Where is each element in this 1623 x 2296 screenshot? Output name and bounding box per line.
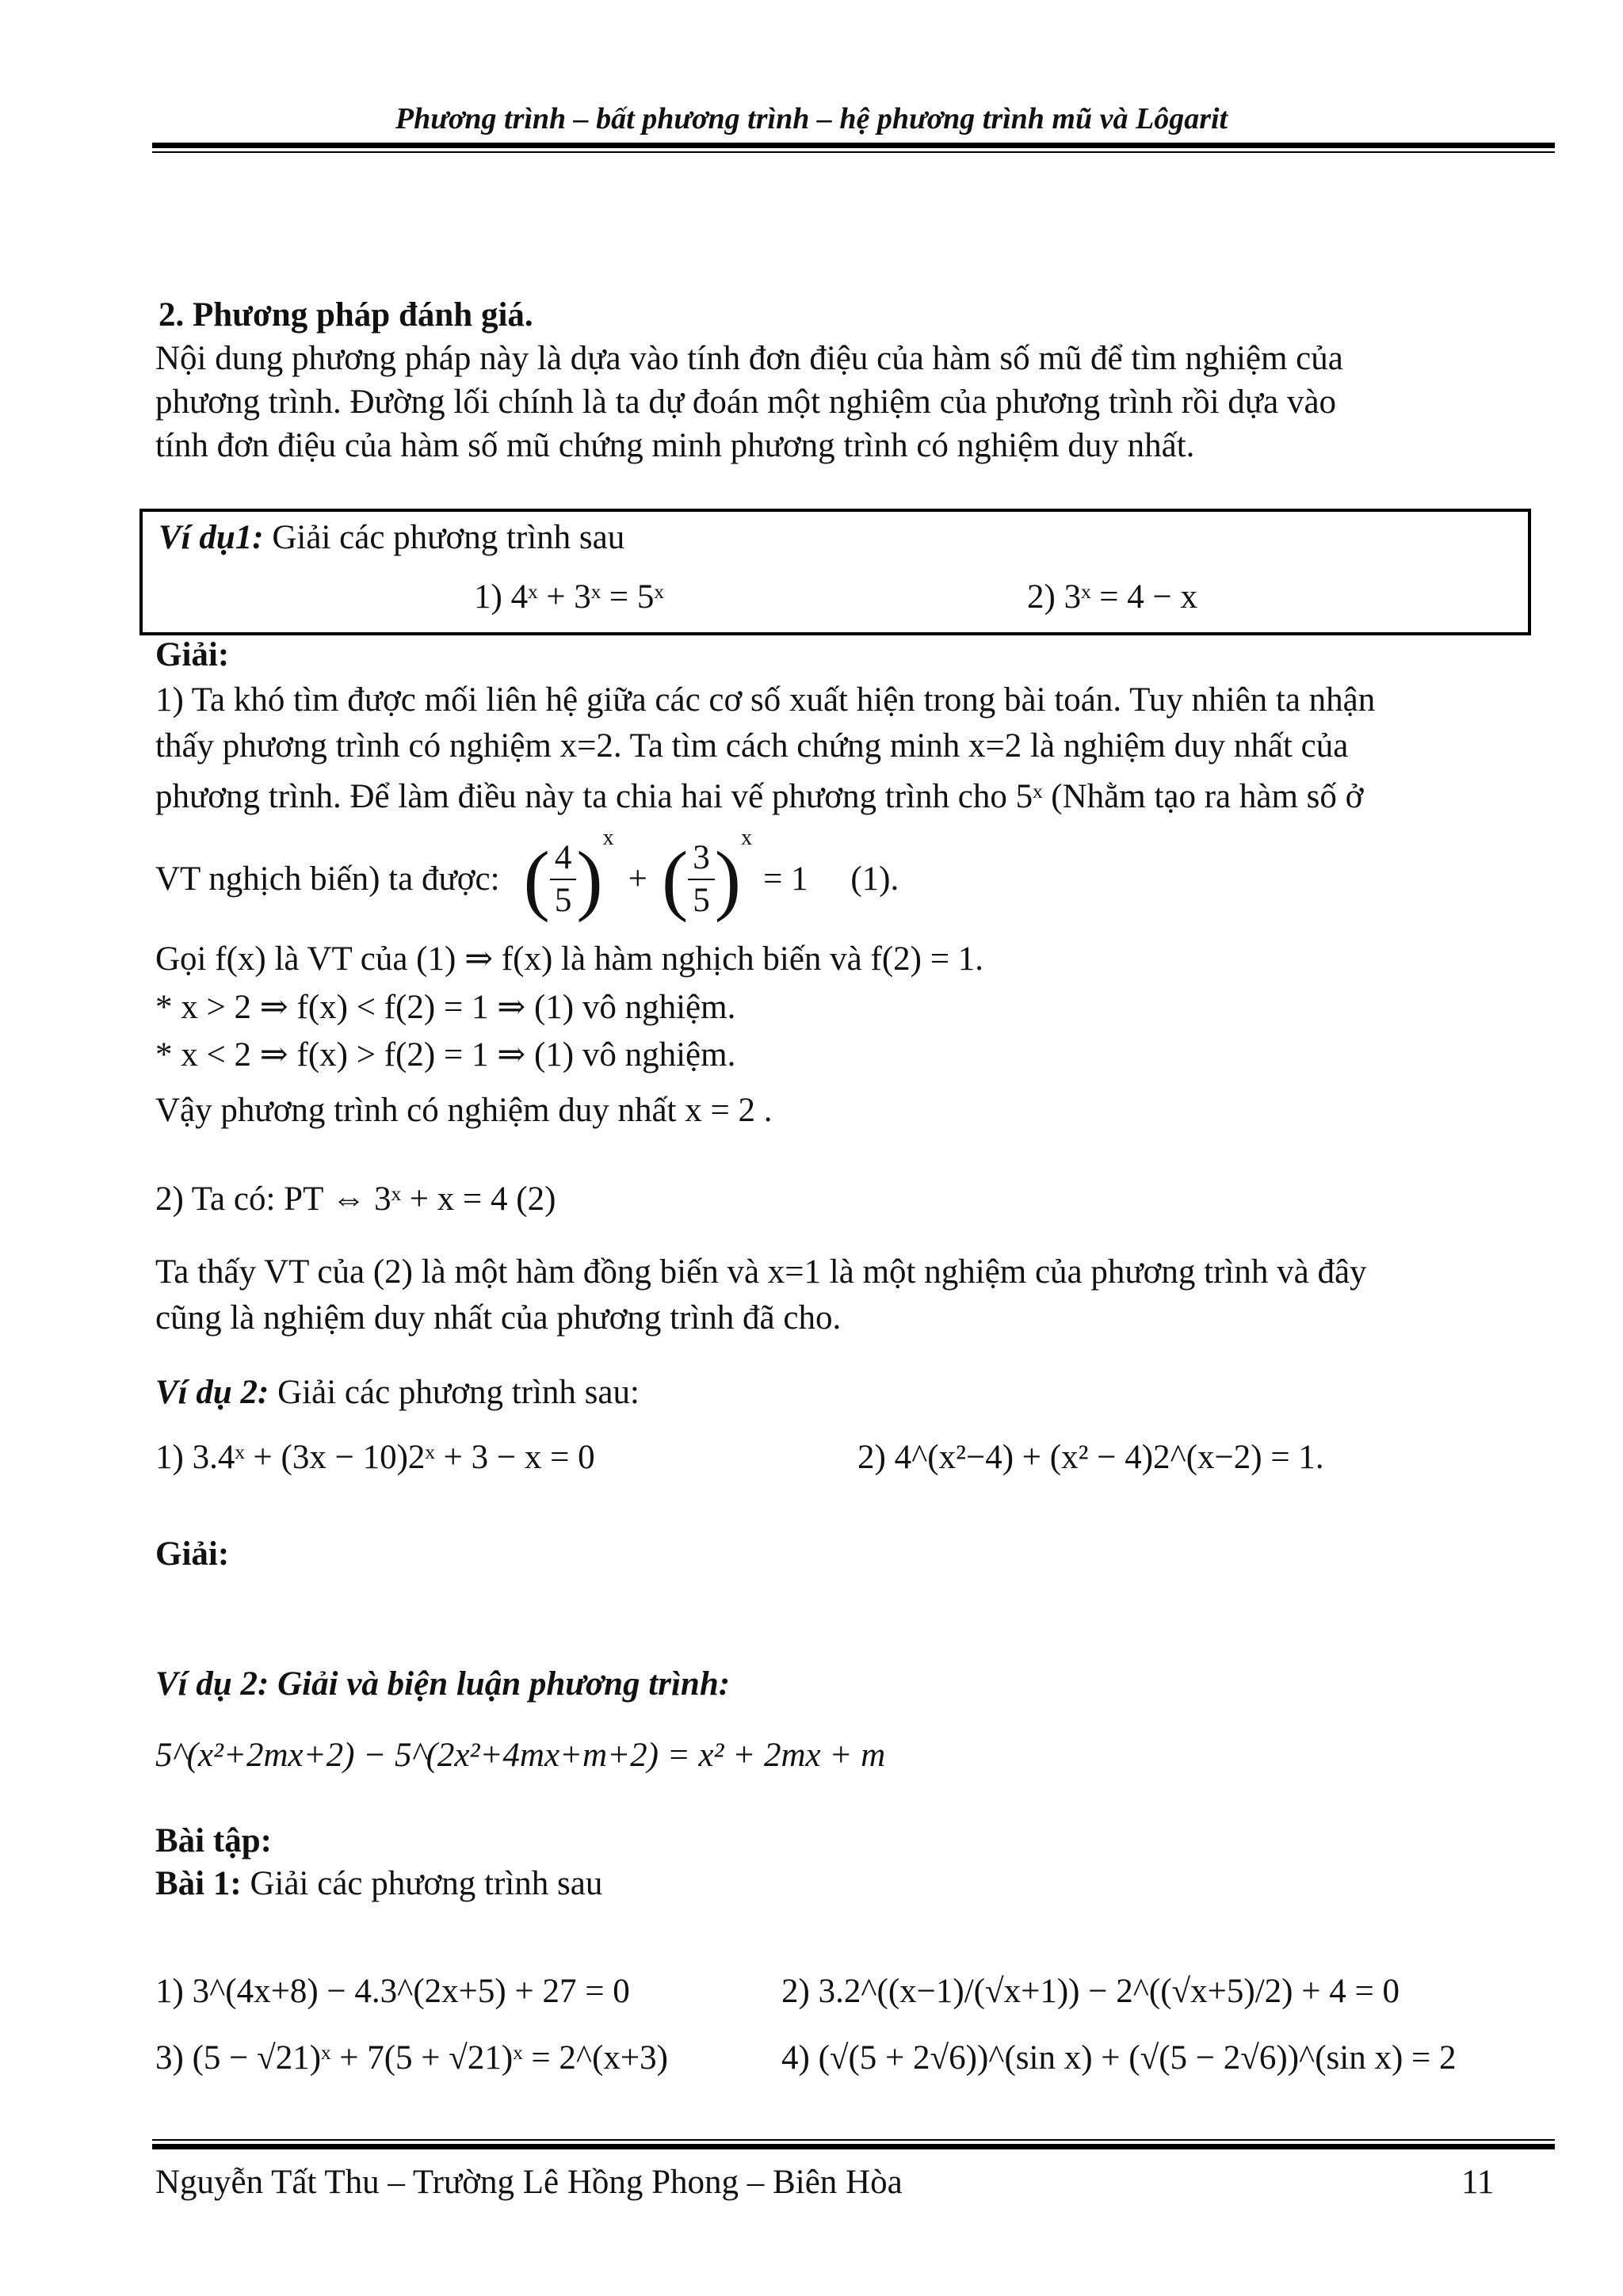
- exercise-item-1: 1) 3^(4x+8) − 4.3^(2x+5) + 27 = 0: [155, 1973, 630, 2010]
- footer-author: Nguyễn Tất Thu – Trường Lê Hồng Phong – Biên Hòa: [155, 2164, 903, 2201]
- solution1-label: Giải:: [155, 636, 230, 673]
- exercise-item-4: 4) (√(5 + 2√6))^(sin x) + (√(5 − 2√6))^(sin x) = 2: [781, 2039, 1457, 2077]
- example2-label: Ví dụ 2:: [155, 1374, 269, 1411]
- example1-label: Ví dụ1:: [158, 519, 264, 556]
- fraction-4-5-denominator: 5: [554, 882, 572, 919]
- exponent-x-1: x: [602, 826, 614, 850]
- fraction-3-5: [688, 837, 715, 921]
- part2-text-2: cũng là nghiệm duy nhất của phương trình đã cho.: [155, 1299, 842, 1337]
- example1-heading: [158, 517, 624, 559]
- eq-tail: = 1 (1).: [763, 860, 899, 898]
- example3-prompt: Giải và biện luận phương trình:: [269, 1665, 731, 1703]
- exercise1-label: Bài 1:: [155, 1865, 242, 1902]
- exponent-x-2: x: [741, 826, 753, 850]
- footer-rule-thick: [152, 2144, 1555, 2149]
- header-rule-thin: [152, 151, 1555, 153]
- example1-eq1: 1) 4ˣ + 3ˣ = 5ˣ: [474, 578, 664, 616]
- right-paren-2: ): [714, 835, 742, 923]
- left-paren-1: (: [523, 835, 550, 923]
- footer-rule-thin: [152, 2139, 1555, 2141]
- case-1: * x > 2 ⇒ f(x) < f(2) = 1 ⇒ (1) vô nghiệm.: [155, 989, 736, 1026]
- example1-prompt: Giải các phương trình sau: [263, 519, 625, 556]
- example2-prompt: Giải các phương trình sau:: [269, 1374, 640, 1411]
- example3-label: Ví dụ 2:: [155, 1665, 269, 1703]
- fraction-3-5-denominator: 5: [693, 882, 710, 919]
- exercise-item-3: 3) (5 − √21)ˣ + 7(5 + √21)ˣ = 2^(x+3): [155, 2039, 668, 2077]
- conclusion-line: Vậy phương trình có nghiệm duy nhất x = 2 .: [155, 1092, 773, 1129]
- fraction-4-5: [550, 837, 577, 921]
- case-2: * x < 2 ⇒ f(x) > f(2) = 1 ⇒ (1) vô nghiệm.: [155, 1036, 736, 1074]
- example2-eq2: 2) 4^(x²−4) + (x² − 4)2^(x−2) = 1.: [857, 1439, 1324, 1476]
- exercise1-heading: [155, 1863, 602, 1905]
- vt-text: VT nghịch biến) ta được:: [155, 860, 500, 898]
- header-rule-thick: [152, 143, 1555, 148]
- example2-eq1: 1) 3.4ˣ + (3x − 10)2ˣ + 3 − x = 0: [155, 1439, 595, 1476]
- example1-eq2: 2) 3ˣ = 4 − x: [1027, 578, 1197, 616]
- page-header: Phương trình – bất phương trình – hệ phương trình mũ và Lôgarit: [395, 102, 1228, 135]
- left-paren-2: (: [661, 835, 689, 923]
- solution1-line-3: phương trình. Để làm điều này ta chia hai vế phương trình cho 5ˣ (Nhằm tạo ra hàm số ở: [155, 778, 1364, 815]
- intro-line-2: phương trình. Đường lối chính là ta dự đoán một nghiệm của phương trình rồi dựa vào: [155, 383, 1337, 421]
- exercise1-prompt: Giải các phương trình sau: [241, 1865, 603, 1902]
- part2-text-1: Ta thấy VT của (2) là một hàm đồng biến và x=1 là một nghiệm của phương trình và đây: [155, 1253, 1367, 1291]
- exercises-title: Bài tập:: [155, 1822, 272, 1859]
- f-definition-line: Gọi f(x) là VT của (1) ⇒ f(x) là hàm nghịch biến và f(2) = 1.: [155, 940, 983, 978]
- example3-heading: [155, 1664, 730, 1705]
- page-number: 11: [1461, 2164, 1495, 2201]
- intro-line-1: Nội dung phương pháp này là dựa vào tính đơn điệu của hàm số mũ để tìm nghiệm của: [155, 340, 1343, 377]
- plus-sign: +: [628, 860, 647, 898]
- intro-line-3: tính đơn điệu của hàm số mũ chứng minh phương trình có nghiệm duy nhất.: [155, 427, 1195, 464]
- example2-heading: [155, 1372, 640, 1413]
- part2-line: 2) Ta có: PT ⇔ 3ˣ + x = 4 (2): [155, 1180, 556, 1218]
- example3-equation: 5^(x²+2mx+2) − 5^(2x²+4mx+m+2) = x² + 2mx + m: [155, 1737, 886, 1774]
- exercise-item-2: 2) 3.2^((x−1)/(√x+1)) − 2^((√x+5)/2) + 4 = 0: [781, 1973, 1400, 2010]
- example2-solution-label: Giải:: [155, 1535, 230, 1573]
- section-title: 2. Phương pháp đánh giá.: [158, 296, 533, 334]
- solution1-line-2: thấy phương trình có nghiệm x=2. Ta tìm cách chứng minh x=2 là nghiệm duy nhất của: [155, 727, 1349, 765]
- vt-line: [155, 824, 899, 935]
- fraction-4-5-numerator: 4: [550, 837, 577, 880]
- solution1-line-1: 1) Ta khó tìm được mối liên hệ giữa các cơ số xuất hiện trong bài toán. Tuy nhiên ta nhận: [155, 681, 1376, 719]
- fraction-3-5-numerator: 3: [688, 837, 715, 880]
- right-paren-1: ): [576, 835, 603, 923]
